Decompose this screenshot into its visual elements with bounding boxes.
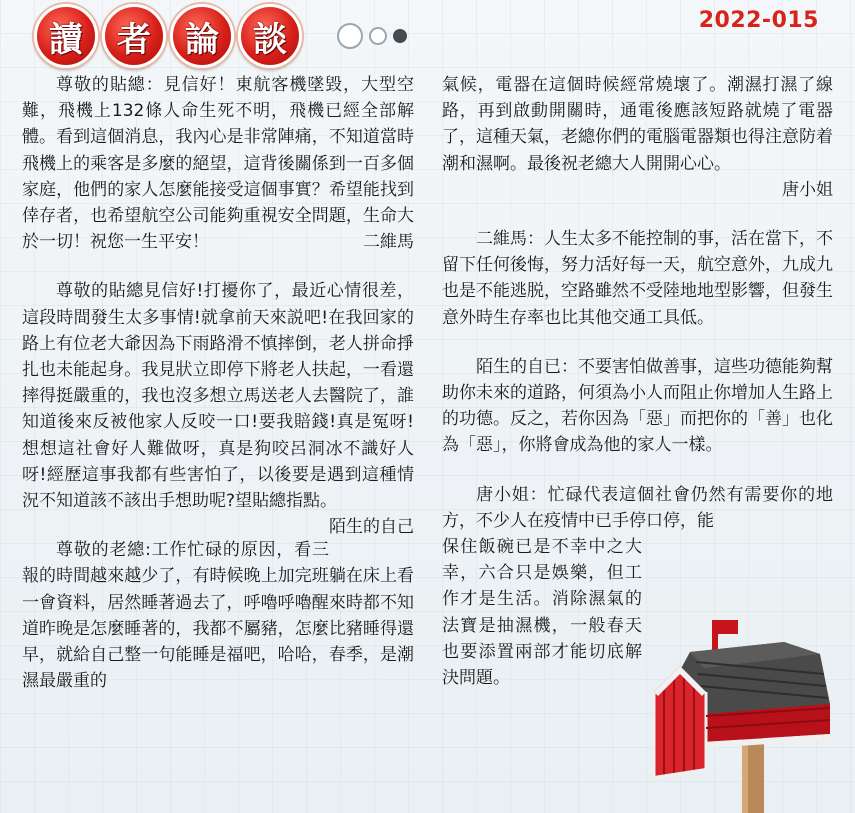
letter-signature: 二維馬 — [363, 232, 414, 253]
title-badge-3: 論 — [170, 4, 234, 68]
mailbox-icon — [634, 612, 839, 813]
title-badge-4: 談 — [238, 4, 302, 68]
circle-icon — [337, 23, 363, 49]
letter-body: 尊敬的老總:工作忙碌的原因，看三報的時間越來越少了，有時候晚上加完班躺在床上看一會資料，居然睡著過去了，呼嚕呼嚕醒來時都不知道昨晚是怎麼睡著的，我都不屬豬，怎麼比豬睡得還早，就給自己整一句能睡是福吧，哈哈，春季，是潮濕最嚴重的 — [22, 540, 414, 692]
right-column — [442, 72, 833, 691]
reader-letter-continued — [442, 72, 833, 177]
editor-reply-continued: 保住飯碗已是不幸中之大幸，六合只是娛樂，但工作才是生活。消除濕氣的法寶是抽濕機，一般春天也要添置兩部才能切底解決問題。 — [442, 537, 642, 689]
title-badge-2: 者 — [102, 4, 166, 68]
title-badge-1: 讀 — [34, 4, 98, 68]
reply-body: 唐小姐：忙碌代表這個社會仍然有需要你的地方，不少人在疫情中已手停口停，能 — [442, 484, 833, 531]
dot-icon — [393, 29, 407, 43]
letter-signature: 唐小姐 — [782, 179, 833, 200]
left-column — [22, 72, 414, 694]
letter-body: 氣候，電器在這個時候經常燒壞了。潮濕打濕了線路，再到啟動開關時，通電後應該短路就燒了電器了，這種天氣，老總你們的電腦電器類也得注意防着潮和濕啊。最後祝老總大人開開心心。 — [442, 75, 833, 174]
issue-number: 2022-015 — [698, 8, 819, 33]
section-title — [34, 4, 302, 68]
decorative-dots — [337, 23, 407, 49]
reader-letter — [22, 278, 414, 538]
letter-signature: 陌生的自己 — [329, 517, 414, 538]
editor-reply — [442, 354, 833, 459]
reader-letter — [22, 537, 414, 694]
letter-body: 尊敬的貼總見信好!打擾你了，最近心情很差，這段時間發生太多事情!就拿前天來説吧!在我回家的路上有位老大爺因為下雨路滑不慎摔倒，老人拼命掙扎也未能起身。我見狀立即停下將老人扶起，一看還摔得挺嚴重的，我也沒多想立馬送老人去醫院了，誰知道後來反被他家人反咬一口!要我賠錢!真是冤呀!想想這社會好人難做呀，真是狗咬呂洞冰不識好人呀!經歷這事我都有些害怕了，以後要是遇到這種情況不知道該不該出手想助呢?望貼總指點。 — [22, 281, 414, 512]
section-header — [0, 0, 855, 60]
reply-body: 二維馬：人生太多不能控制的事，活在當下，不留下任何後悔，努力活好每一天，航空意外，九成九也是不能逃脱，空路雖然不受陸地地型影響，但發生意外時生存率也比其他交通工具低。 — [442, 229, 833, 328]
letter-body: 尊敬的貼總：見信好！東航客機墜毀，大型空難，飛機上132條人命生死不明，飛機已經全部解體。看到這個消息，我內心是非常陣痛，不知道當時飛機上的乘客是多麼的絕望，這背後關係到一百多個家庭，他們的家人怎麼能接受這個事實？希望能找到倖存者，也希望航空公司能夠重視安全問題，生命大於一切！祝您一生平安！ — [22, 75, 414, 253]
reply-body: 陌生的自已：不要害怕做善事，這些功德能夠幫助你未來的道路，何須為小人而阻止你增加人生路上的功德。反之，若你因為「惡」而把你的「善」也化為「惡」，你將會成為他的家人一樣。 — [442, 356, 833, 456]
reader-letter — [22, 72, 414, 255]
editor-reply — [442, 226, 833, 331]
editor-reply — [442, 482, 833, 534]
circle-icon — [369, 27, 387, 45]
